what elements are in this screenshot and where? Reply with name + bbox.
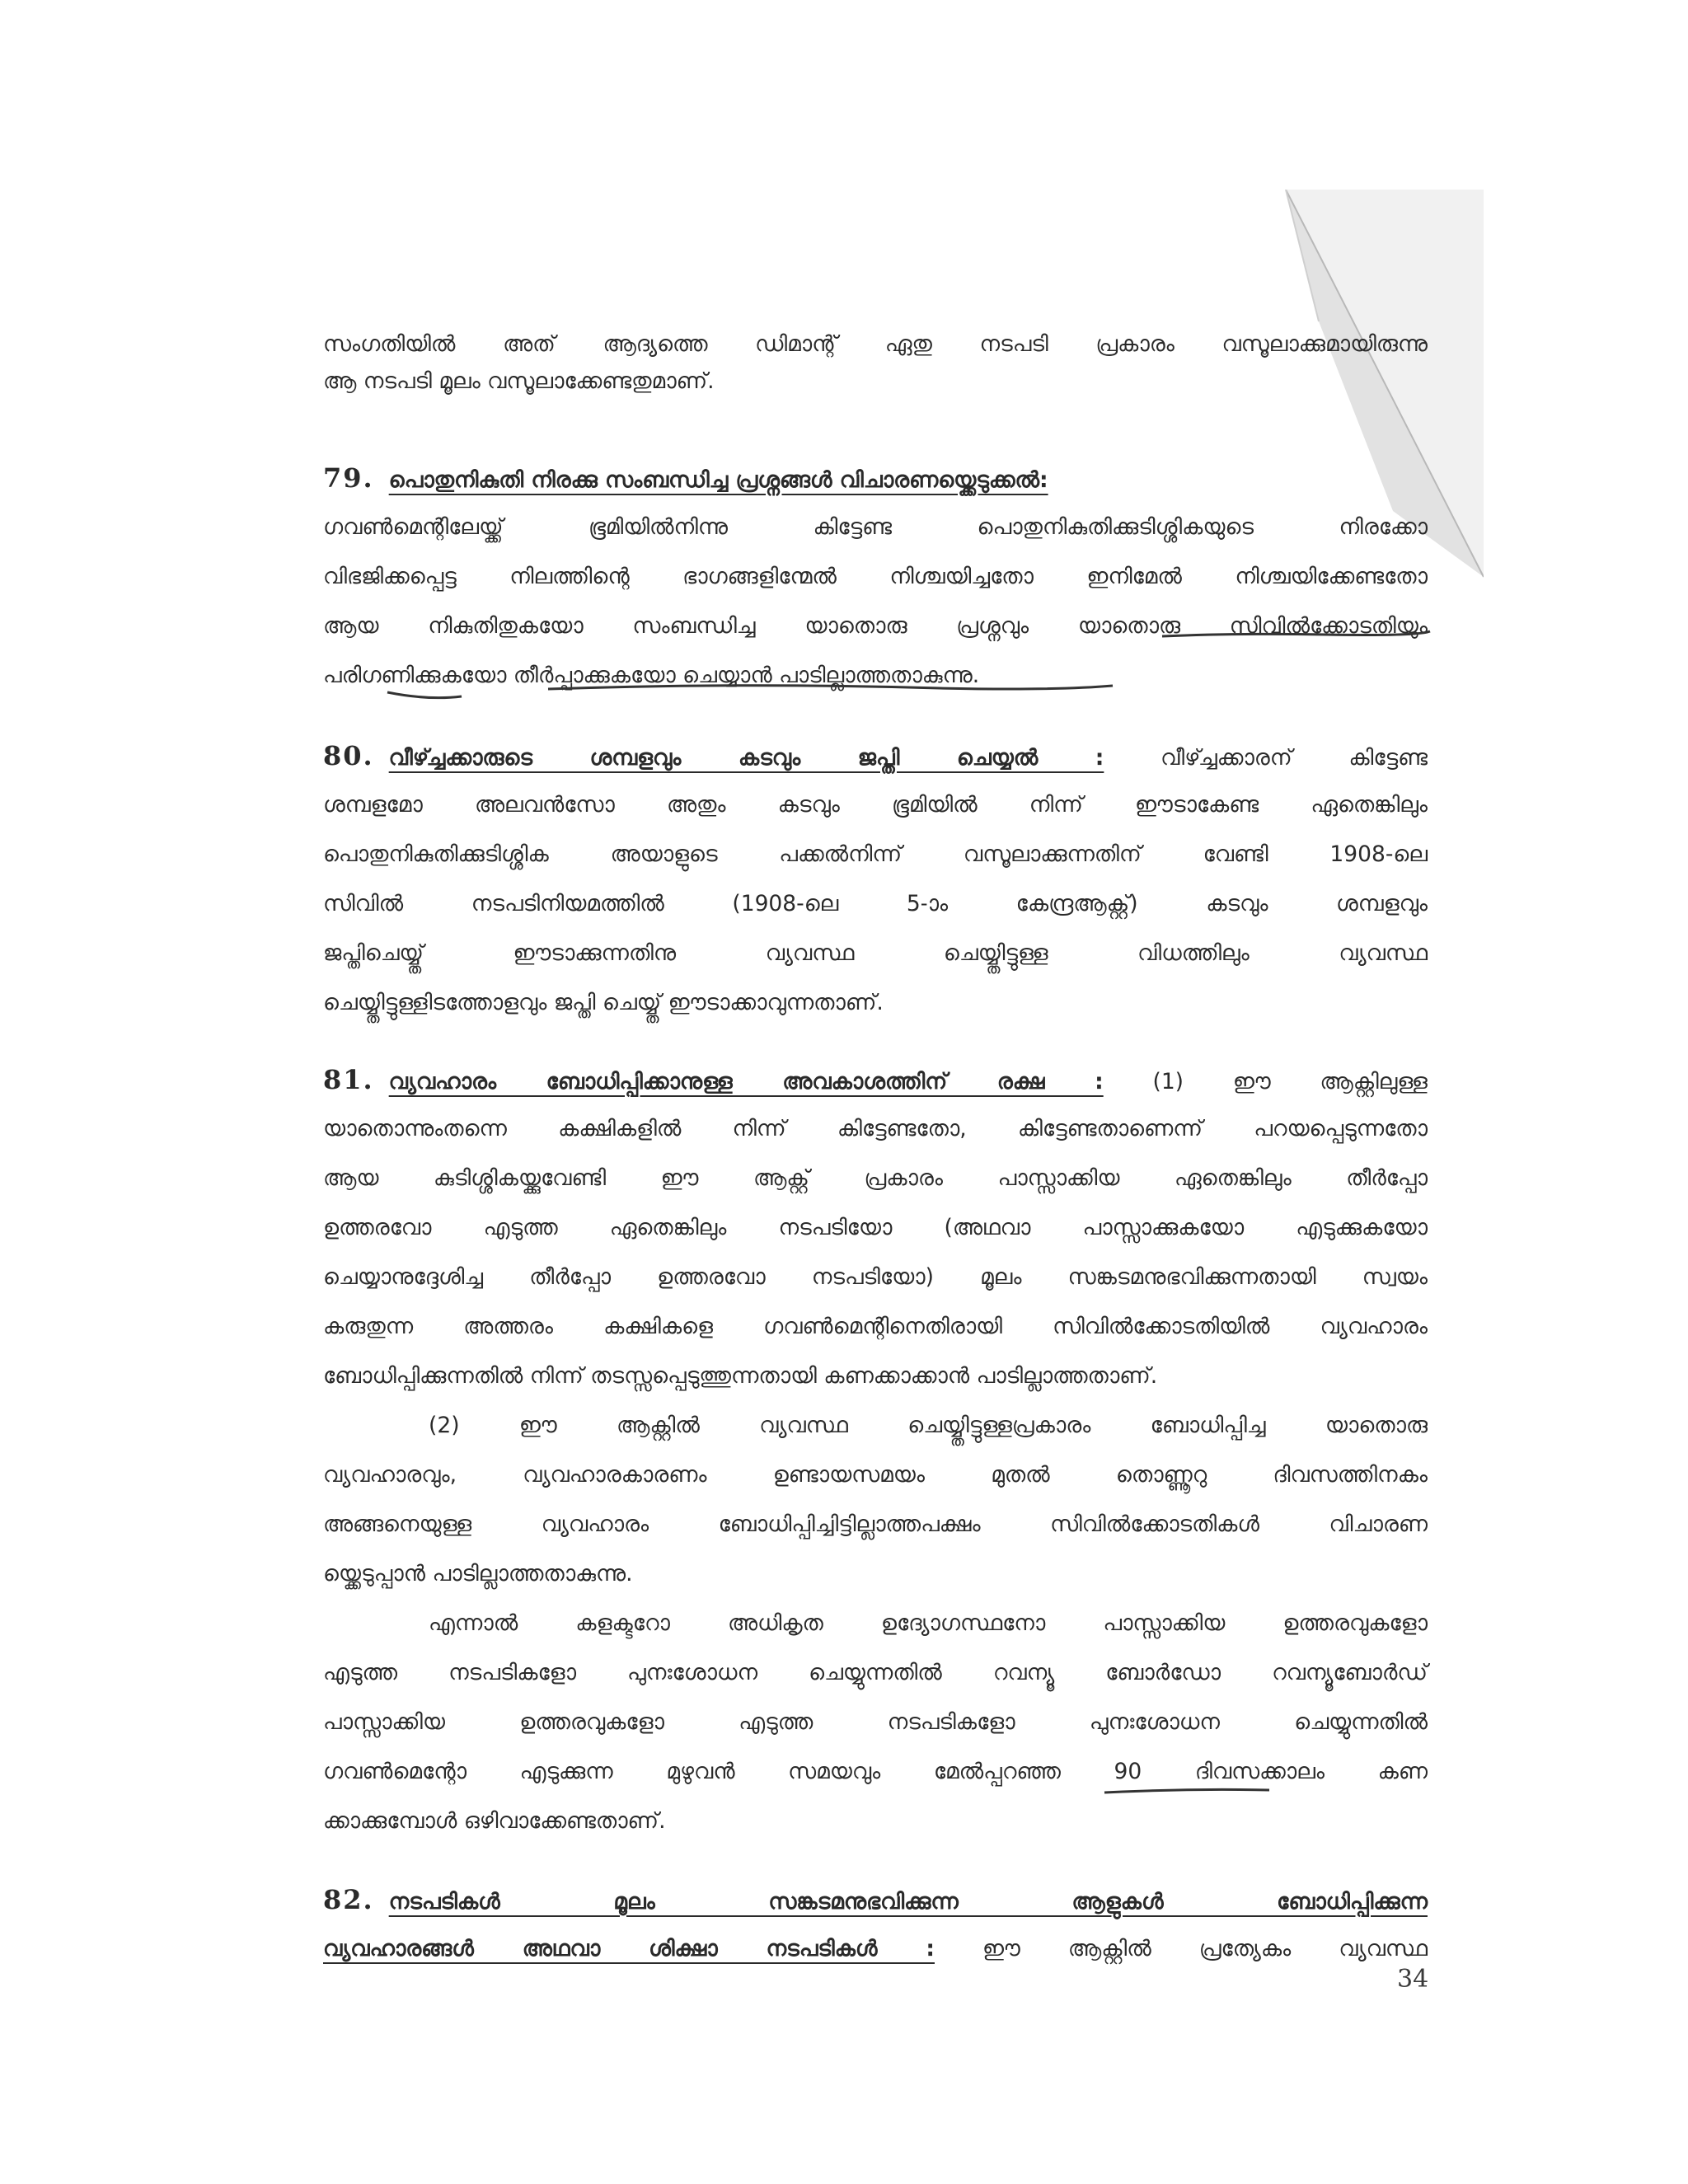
- section-82-title-2: വ്യവഹാരങ്ങൾ അഥവാ ശിക്ഷാ നടപടികൾ :: [323, 1936, 935, 1961]
- section-82-title-1: നടപടികൾ മൂലം സങ്കടമനുഭവിക്കുന്ന ആളുകൾ ബോധിപ്പിക്കുന്ന: [388, 1889, 1428, 1915]
- pen-stroke-left: [387, 692, 462, 698]
- section-81-sub2-line-1: (2) ഈ ആക്റ്റിൽ വ്യവസ്ഥ ചെയ്യ്തിട്ടുള്ളപ്രകാരം ബോധിപ്പിച്ച യാതൊരു: [429, 1413, 1428, 1438]
- section-80-title: വീഴ്ച്ചക്കാരുടെ ശമ്പളവും കടവും ജപ്തി ചെയ്യൽ :: [388, 745, 1104, 771]
- section-80-line-1: ശമ്പളമോ അലവൻസോ അതും കടവും ഭൂമിയിൽ നിന്ന് ഈടാകേണ്ട ഏതെങ്കിലും: [323, 792, 1428, 818]
- page-number: 34: [1397, 1965, 1429, 1994]
- section-79-heading: [323, 462, 1428, 497]
- section-79-line-4: പരിഗണിക്കുകയോ തീർപ്പാക്കുകയോ ചെയ്യാൻ പാടില്ലാത്തതാകുന്നു.: [323, 663, 980, 688]
- section-81-line-6: ബോധിപ്പിക്കുന്നതിൽ നിന്ന് തടസ്സപ്പെടുത്തുന്നതായി കണക്കാക്കാൻ പാടില്ലാത്തതാണ്.: [323, 1363, 1158, 1389]
- section-81-line-4: ചെയ്യാനുദ്ദേശിച്ച തീർപ്പോ ഉത്തരവോ നടപടിയോ) മൂലം സങ്കടമനുഭവിക്കുന്നതായി സ്വയം: [323, 1264, 1428, 1290]
- section-81-sub2-line-2: വ്യവഹാരവും, വ്യവഹാരകാരണം ഉണ്ടായസമയം മുതൽ തൊണ്ണൂറു ദിവസത്തിനകം: [323, 1462, 1428, 1488]
- section-81-line-5: കരുതുന്ന അത്തരം കക്ഷികളെ ഗവൺമെന്റിനെതിരായി സിവിൽക്കോടതിയിൽ വ്യവഹാരം: [323, 1314, 1428, 1339]
- section-79-line-1: ഗവൺമെന്റിലേയ്ക്ക് ഭൂമിയിൽനിന്നു കിട്ടേണ്ട പൊതുനികുതിക്കുടിശ്ശികയുടെ നിരക്കോ: [323, 514, 1428, 540]
- section-81-line-3: ഉത്തരവോ എടുത്ത ഏതെങ്കിലും നടപടിയോ (അഥവാ പാസ്സാക്കുകയോ എടുക്കുകയോ: [323, 1215, 1428, 1240]
- section-81-first-line-rest: (1) ഈ ആക്റ്റിലുള്ള: [1152, 1069, 1428, 1094]
- section-79-title: പൊതുനികുതി നിരക്കു സംബന്ധിച്ച പ്രശ്നങ്ങൾ വിചാരണയ്ക്കെടുക്കൽ:: [388, 467, 1048, 493]
- section-81-heading: [323, 1063, 1428, 1099]
- section-80-heading: [323, 739, 1428, 775]
- section-80-first-line-rest: വീഴ്ച്ചക്കാരന് കിട്ടേണ്ട: [1160, 745, 1428, 771]
- section-81-proviso-line-2: എടുത്ത നടപടികളോ പുനഃശോധന ചെയ്യുന്നതിൽ റവന്യൂ ബോർഡോ റവന്യൂബോർഡ്: [323, 1660, 1428, 1685]
- section-81-proviso-line-4: ഗവൺമെന്റോ എടുക്കുന്ന മുഴുവൻ സമയവും മേൽപ്പറഞ്ഞ 90 ദിവസക്കാലം കണ: [323, 1759, 1428, 1784]
- section-81-proviso-line-5: ക്കാക്കുമ്പോൾ ഒഴിവാക്കേണ്ടതാണ്.: [323, 1808, 666, 1834]
- section-81-sub2-line-4: യ്ക്കെടുപ്പാൻ പാടില്ലാത്തതാകുന്നു.: [323, 1561, 633, 1586]
- section-79-line-3: ആയ നികുതിതുകയോ സംബന്ധിച്ച യാതൊരു പ്രശ്നവും യാതൊരു സിവിൽക്കോടതിയും: [323, 613, 1428, 639]
- section-79-number: 79.: [323, 462, 374, 494]
- pen-underline-90-days: [1104, 1789, 1269, 1793]
- section-82-heading-line-1: [323, 1883, 1428, 1919]
- section-81-title: വ്യവഹാരം ബോധിപ്പിക്കാനുള്ള അവകാശത്തിന് രക്ഷ :: [388, 1069, 1104, 1094]
- section-82-line-2-rest: ഈ ആക്റ്റിൽ പ്രത്യേകം വ്യവസ്ഥ: [982, 1936, 1428, 1961]
- section-80-line-4: ജപ്തിചെയ്യ്ത് ഈടാക്കുന്നതിനു വ്യവസ്ഥ ചെയ്യ്തിട്ടുള്ള വിധത്തിലും വ്യവസ്ഥ: [323, 940, 1428, 966]
- section-81-proviso-line-3: പാസ്സാക്കിയ ഉത്തരവുകളോ എടുത്ത നടപടികളോ പുനഃശോധന ചെയ്യുന്നതിൽ: [323, 1709, 1428, 1735]
- section-82-heading-line-2: [323, 1933, 1428, 1966]
- top-para-line-1: സംഗതിയിൽ അത് ആദ്യത്തെ ഡിമാന്റ് ഏതു നടപടി പ്രകാരം വസൂലാക്കുമായിരുന്നു: [323, 331, 1428, 357]
- section-80-line-5: ചെയ്യ്തിട്ടുള്ളിടത്തോളവും ജപ്തി ചെയ്യ്ത് ഈടാക്കാവുന്നതാണ്.: [323, 990, 884, 1015]
- section-80-line-2: പൊതുനികുതിക്കുടിശ്ശിക അയാളുടെ പക്കൽനിന്ന് വസൂലാക്കുന്നതിന് വേണ്ടി 1908-ലെ: [323, 841, 1428, 867]
- section-80-number: 80.: [323, 740, 374, 771]
- section-81-sub2-line-3: അങ്ങനെയുള്ള വ്യവഹാരം ബോധിപ്പിച്ചിട്ടില്ലാത്തപക്ഷം സിവിൽക്കോടതികൾ വിചാരണ: [323, 1511, 1428, 1537]
- section-81-proviso-line-1: എന്നാൽ കളക്ടറോ അധികൃത ഉദ്യോഗസ്ഥനോ പാസ്സാക്കിയ ഉത്തരവുകളോ: [429, 1610, 1428, 1636]
- section-81-number: 81.: [323, 1064, 374, 1095]
- section-82-number: 82.: [323, 1884, 374, 1915]
- section-80-line-3: സിവിൽ നടപടിനിയമത്തിൽ (1908-ലെ 5-ാം കേന്ദ്രആക്റ്റ്) കടവും ശമ്പളവും: [323, 891, 1428, 916]
- top-para-line-2: ആ നടപടി മൂലം വസൂലാക്കേണ്ടതുമാണ്.: [323, 368, 715, 394]
- section-81-line-2: ആയ കുടിശ്ശികയ്ക്കുവേണ്ടി ഈ ആക്റ്റ് പ്രകാരം പാസ്സാക്കിയ ഏതെങ്കിലും തീർപ്പോ: [323, 1165, 1428, 1191]
- section-79-line-2: വിഭജിക്കപ്പെട്ട നിലത്തിന്റെ ഭാഗങ്ങളിന്മേൽ നിശ്ചയിച്ചതോ ഇനിമേൽ നിശ്ചയിക്കേണ്ടതോ: [323, 564, 1428, 589]
- section-81-line-1: യാതൊന്നുംതന്നെ കക്ഷികളിൽ നിന്ന് കിട്ടേണ്ടതോ, കിട്ടേണ്ടതാണെന്ന് പറയപ്പെടുന്നതോ: [323, 1116, 1428, 1141]
